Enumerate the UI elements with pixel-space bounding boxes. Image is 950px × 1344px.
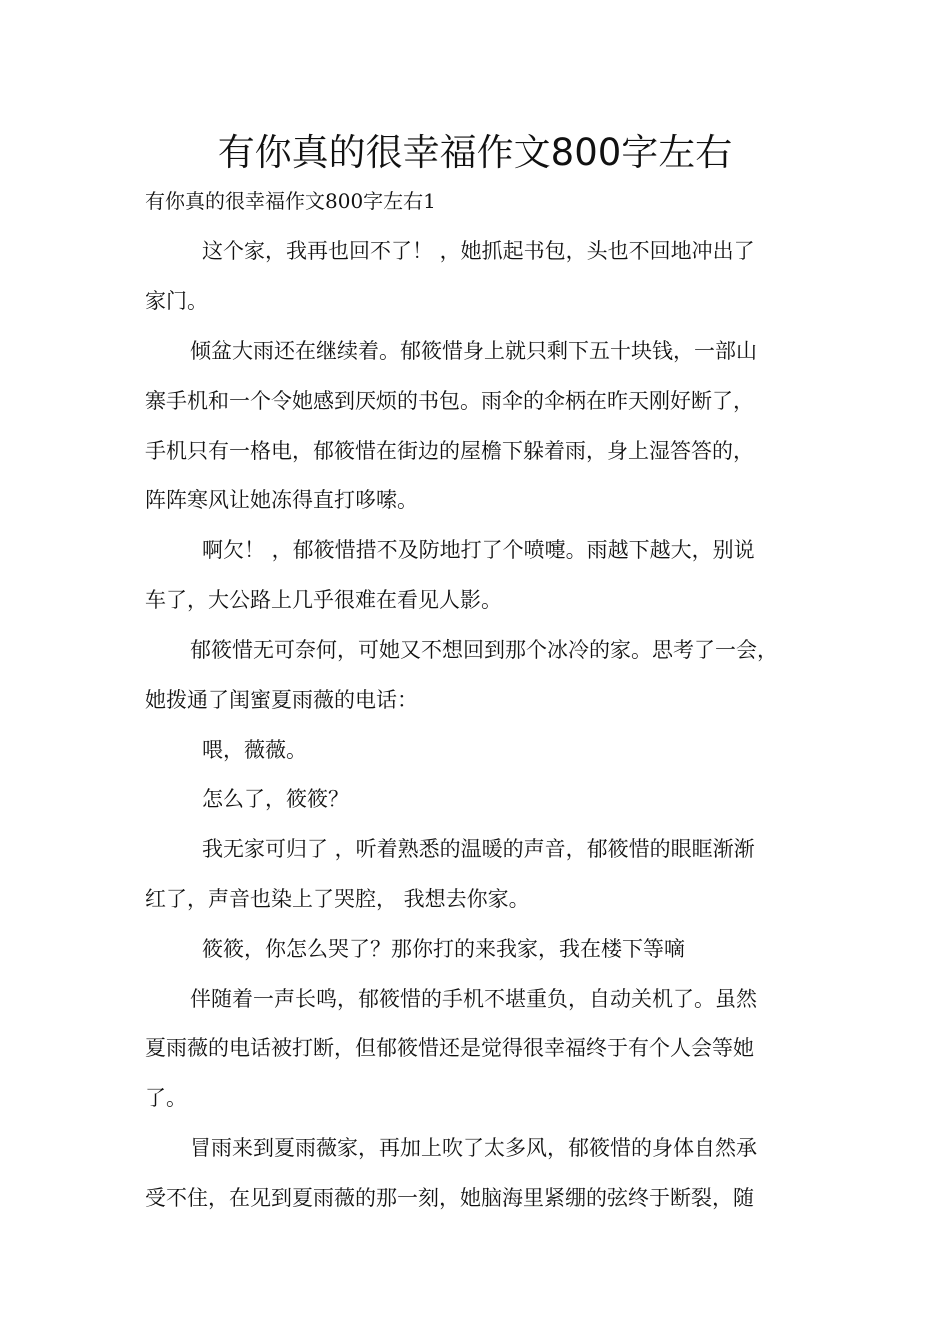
body-line: 啊欠！ ，郁筱惜措不及防地打了个喷嚏。雨越下越大，别说 [202, 538, 755, 562]
page-title: 有你真的很幸福作文800字左右 [217, 131, 733, 174]
body-line: 伴随着一声长鸣，郁筱惜的手机不堪重负，自动关机了。虽然 [190, 987, 757, 1011]
body-line: 怎么了，筱筱？ [202, 787, 349, 811]
body-line: 阵阵寒风让她冻得直打哆嗦。 [145, 488, 418, 512]
body-line: 家门。 [145, 289, 208, 313]
body-line: 夏雨薇的电话被打断，但郁筱惜还是觉得很幸福终于有个人会等她 [145, 1036, 754, 1060]
body-line: 郁筱惜无可奈何，可她又不想回到那个冰冷的家。思考了一会， [190, 638, 778, 662]
section-heading: 有你真的很幸福作文800字左右1 [145, 189, 436, 213]
body-line: 喂，薇薇。 [202, 738, 307, 762]
body-line: 寨手机和一个令她感到厌烦的书包。雨伞的伞柄在昨天刚好断了， [145, 389, 754, 413]
body-line: 了。 [145, 1086, 187, 1110]
body-line: 冒雨来到夏雨薇家，再加上吹了太多风，郁筱惜的身体自然承 [190, 1136, 757, 1160]
body-line: 这个家，我再也回不了！ ，她抓起书包，头也不回地冲出了 [202, 239, 755, 263]
body-line: 红了，声音也染上了哭腔， 我想去你家。 [145, 887, 530, 911]
body-line: 受不住，在见到夏雨薇的那一刻，她脑海里紧绷的弦终于断裂，随 [145, 1186, 754, 1210]
body-line: 车了，大公路上几乎很难在看见人影。 [145, 588, 502, 612]
body-line: 她拨通了闺蜜夏雨薇的电话： [145, 688, 418, 712]
body-line: 倾盆大雨还在继续着。郁筱惜身上就只剩下五十块钱，一部山 [190, 339, 757, 363]
body-line: 手机只有一格电，郁筱惜在街边的屋檐下躲着雨，身上湿答答的， [145, 439, 754, 463]
body-line: 筱筱，你怎么哭了？那你打的来我家，我在楼下等嘀 [202, 937, 685, 961]
body-line: 我无家可归了 ，听着熟悉的温暖的声音，郁筱惜的眼眶渐渐 [202, 837, 755, 861]
